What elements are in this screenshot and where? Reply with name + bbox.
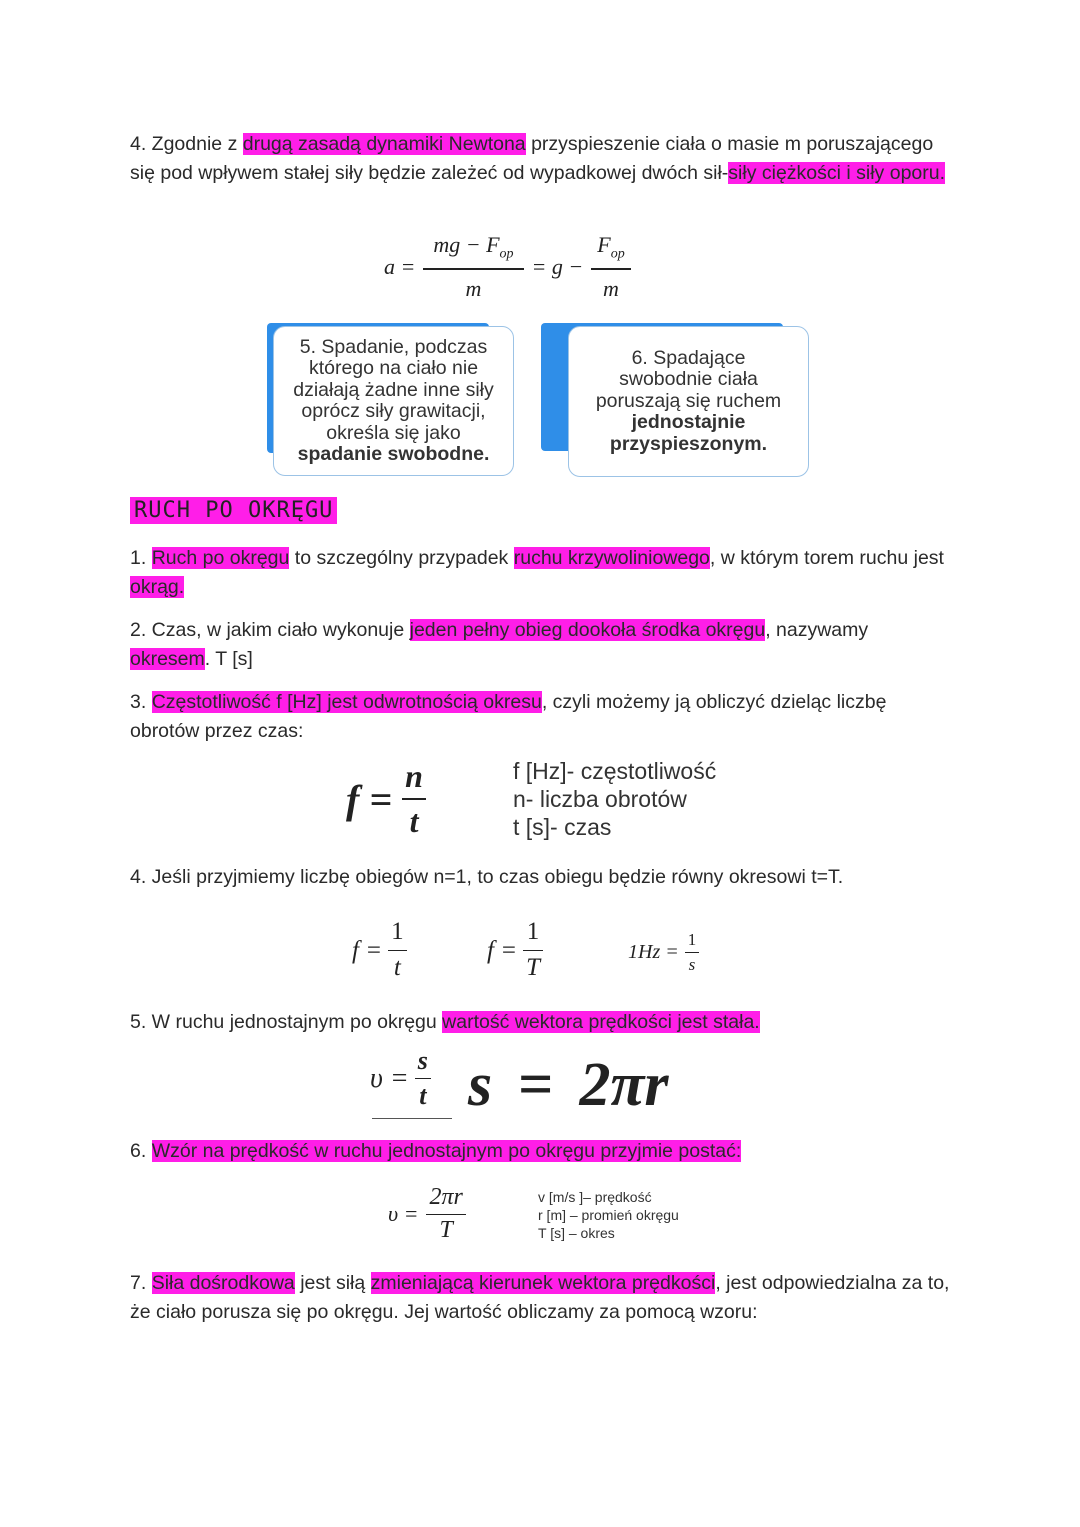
info-box-uniform-acc [568, 326, 809, 477]
highlight: jeden pełny obieg dookoła środka okręgu [409, 619, 766, 641]
formula-hz: 1Hz = $\frac{1}{s}$ [628, 930, 699, 975]
legend-item: n- liczba obrotów [513, 786, 687, 812]
fraction: $\frac{n}{t}$ [402, 758, 426, 840]
fraction: $\frac{2\pi r}{T}$ [426, 1184, 465, 1245]
underline-rule [372, 1118, 452, 1119]
paragraph-4: 4. Jeśli przyjmiemy liczbę obiegów n=1, to czas obiegu będzie równy okresowi t=T. [130, 866, 844, 888]
fraction: $\frac{1}{t}$ [388, 918, 407, 983]
legend-frequency [513, 757, 716, 841]
box-bold-text: jednostajnie przyspieszonym. [609, 411, 768, 455]
fraction: $\frac{1}{T}$ [523, 918, 543, 983]
paragraph-2: 2. Czas, w jakim ciało wykonuje jeden pełny obieg dookoła środka okręgu, nazywamy okresem. T [s] [130, 619, 869, 670]
highlight: okrąg. [130, 576, 185, 598]
formula-newton [384, 232, 631, 301]
paragraph-3: 3. Częstotliwość f [Hz] jest odwrotnością okresu, czyli możemy ją obliczyć dzieląc liczbę obrotów przez czas: [130, 691, 887, 742]
formula-lhs: υ = [388, 1201, 419, 1227]
paragraph-6: 6. Wzór na prędkość w ruchu jednostajnym po okręgu przyjmie postać: [130, 1140, 742, 1162]
formula-velocity [370, 1046, 431, 1111]
legend-item: T [s] – okres [538, 1225, 615, 1241]
paragraph-newton [130, 130, 950, 188]
paragraph-7: 7. Siła dośrodkowa jest siłą zmieniającą kierunek wektora prędkości, jest odpowiedzialna za to, że ciało porusza się po okręgu. Jej wartość obliczamy za pomocą wzoru: [130, 1272, 950, 1323]
highlight-forces: siły ciężkości i siły oporu. [728, 162, 946, 184]
legend-item: r [m] – promień okręgu [538, 1207, 679, 1223]
highlight: Siła dośrodkowa [151, 1272, 295, 1294]
formula-lhs: υ = [370, 1062, 409, 1094]
fraction: $\frac{mg - F_{op}}{m}$ [423, 232, 523, 301]
text: 4. Zgodnie z [130, 133, 243, 155]
legend-item: t [s]- czas [513, 814, 612, 840]
paragraph-5: 5. W ruchu jednostajnym po okręgu wartość wektora prędkości jest stała. [130, 1011, 760, 1033]
highlight: Wzór na prędkość w ruchu jednostajnym po okręgu przyjmie postać: [151, 1140, 742, 1162]
highlight: okresem [130, 648, 205, 670]
formula-circumference: s = 2πr [468, 1051, 669, 1119]
highlight: zmieniającą kierunek wektora prędkości [370, 1272, 716, 1294]
box-bold-text: spadanie swobodne. [297, 443, 490, 465]
legend-circular-velocity [538, 1188, 679, 1242]
highlight-newton-law: drugą zasadą dynamiki Newtona [242, 133, 526, 155]
section-heading: RUCH PO OKRĘGU [130, 497, 337, 524]
formula-f2: f = $\frac{1}{T}$ [487, 918, 543, 983]
info-box-free-fall [273, 326, 514, 476]
paragraph-1: 1. Ruch po okręgu to szczególny przypadek ruchu krzywoliniowego, w którym torem ruchu jest okrąg. [130, 547, 944, 598]
legend-item: v [m/s ]– prędkość [538, 1189, 652, 1205]
fraction: $\frac{1}{s}$ [685, 930, 700, 975]
formula-lhs: f = [346, 776, 393, 822]
box-text: 6. Spadające swobodnie ciała poruszają się ruchem [595, 346, 782, 412]
formula-circular-velocity [388, 1184, 466, 1245]
fraction: $\frac{F_{op}}{m}$ [591, 232, 630, 301]
formula-f1: f = $\frac{1}{t}$ [352, 918, 407, 983]
box-text: 5. Spadanie, podczas którego na ciało nie działają żadne inne siły oprócz siły grawitacji, określa się jako [293, 335, 494, 444]
highlight: wartość wektora prędkości jest stała. [442, 1011, 760, 1033]
legend-item: f [Hz]- częstotliwość [513, 758, 717, 784]
highlight: ruchu krzywoliniowego [513, 547, 710, 569]
formula-lhs: a = [384, 253, 416, 279]
text: przyspieszenie ciała o masie m poruszającego się pod wpływem stałej siły będzie zależeć od wypadkowej dwóch sił- [130, 133, 934, 184]
formula-frequency [346, 758, 426, 840]
formula-eq2: = g − [531, 253, 584, 279]
fraction: $\frac{s}{t}$ [415, 1046, 431, 1111]
highlight: Ruch po okręgu [151, 547, 290, 569]
highlight: Częstotliwość f [Hz] jest odwrotnością okresu [151, 691, 542, 713]
